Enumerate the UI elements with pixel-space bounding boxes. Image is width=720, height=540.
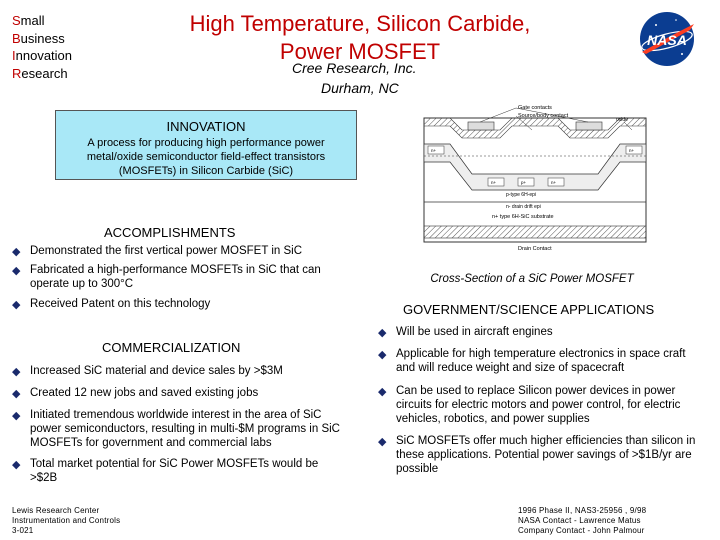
- n-plus-label-right: n+: [629, 148, 635, 153]
- n-drift-label: n- drain drift epi: [506, 204, 541, 210]
- oxide-label: oxide: [616, 117, 628, 123]
- diamond-bullet-icon: ◆: [378, 386, 387, 398]
- nasa-logo-icon: [636, 8, 698, 70]
- n-plus-label-left: n+: [431, 148, 437, 153]
- innovation-box: [55, 110, 357, 180]
- footer-right: 1996 Phase II, NAS3-25956 , 9/98 NASA Contact - Lawrence Matus Company Contact - John Palmour: [518, 506, 647, 535]
- p-type-epi-label: p-type 6H-epi: [506, 192, 537, 198]
- sbir-line-business: Business: [12, 30, 65, 46]
- applications-title: GOVERNMENT/SCIENCE APPLICATIONS: [403, 302, 655, 317]
- list-item: ◆ Demonstrated the first vertical power MOSFET in SiC: [12, 245, 303, 258]
- n-plus-label-1: n+: [491, 180, 497, 185]
- diamond-bullet-icon: ◆: [12, 410, 21, 422]
- title-line-2: Power MOSFET: [279, 39, 441, 64]
- n-plus-label-2: n+: [551, 180, 557, 185]
- innovation-text: A process for producing high performance power metal/oxide semiconductor field-effect transistors (MOSFETs) in Silicon Carbide (SiC): [86, 137, 326, 177]
- diamond-bullet-icon: ◆: [12, 459, 21, 471]
- list-item: ◆ Total market potential for SiC Power MOSFETs would be >$2B: [12, 458, 319, 484]
- diamond-bullet-icon: ◆: [12, 366, 21, 378]
- diagram-caption: Cross-Section of a SiC Power MOSFET: [430, 273, 634, 285]
- applications-list: [378, 325, 704, 476]
- list-item: ◆ Increased SiC material and device sales by >$3M: [12, 365, 283, 378]
- company-location: Durham, NC: [321, 80, 399, 96]
- diamond-bullet-icon: ◆: [378, 349, 387, 361]
- diamond-bullet-icon: ◆: [378, 436, 387, 448]
- p-plus-label: p+: [521, 180, 527, 185]
- list-item: ◆ Created 12 new jobs and saved existing jobs: [12, 387, 259, 400]
- sbir-line-innovation: Innovation: [12, 48, 73, 63]
- footer-left: Lewis Research Center Instrumentation and Controls 3-021: [12, 506, 121, 535]
- accomplishments-list: [12, 244, 362, 311]
- list-item: ◆ Applicable for high temperature electronics in space craft and will reduce weight and size of spacecraft: [378, 348, 686, 374]
- sbir-line-research: Research: [12, 65, 68, 81]
- list-item: ◆ Will be used in aircraft engines: [378, 326, 553, 339]
- accomplishments-title: ACCOMPLISHMENTS: [104, 225, 236, 240]
- gate-contacts-label: Gate contacts: [518, 105, 552, 111]
- mosfet-cross-section-diagram: [420, 100, 650, 265]
- title-line-1: High Temperature, Silicon Carbide,: [189, 11, 531, 36]
- substrate-label: n+ type 6H-SiC substrate: [492, 214, 554, 220]
- sbir-line-small: Small: [12, 13, 45, 28]
- diamond-bullet-icon: ◆: [12, 246, 21, 258]
- diamond-bullet-icon: ◆: [12, 388, 21, 400]
- diamond-bullet-icon: ◆: [12, 299, 21, 311]
- page-title: [150, 10, 570, 66]
- commercialization-list: [12, 364, 347, 485]
- innovation-title: INNOVATION: [166, 119, 246, 134]
- list-item: ◆ Fabricated a high-performance MOSFETs in SiC that can operate up to 300°C: [12, 264, 321, 290]
- diamond-bullet-icon: ◆: [12, 265, 21, 277]
- nasa-logo-text: NASA: [647, 32, 687, 48]
- diamond-bullet-icon: ◆: [378, 327, 387, 339]
- company-name: Cree Research, Inc.: [292, 60, 417, 76]
- sbir-label: [12, 12, 72, 82]
- list-item: ◆ Can be used to replace Silicon power devices in power circuits for electric motors and power control, for electric vehicles, robotics, and power supplies: [378, 385, 681, 425]
- list-item: ◆ Received Patent on this technology: [12, 298, 211, 311]
- list-item: ◆ SiC MOSFETs offer much higher efficiencies than silicon in these applications. Potential power savings of >$1B/yr are possible: [378, 435, 696, 475]
- source-body-contact-label: Source/body contact: [518, 113, 569, 119]
- drain-contact-label: Drain Contact: [518, 246, 552, 252]
- commercialization-title: COMMERCIALIZATION: [102, 340, 241, 355]
- list-item: ◆ Initiated tremendous worldwide interest in the area of SiC power semiconductors, resulting in multi-$M programs in SiC MOSFETs for government and commercial labs: [12, 409, 340, 449]
